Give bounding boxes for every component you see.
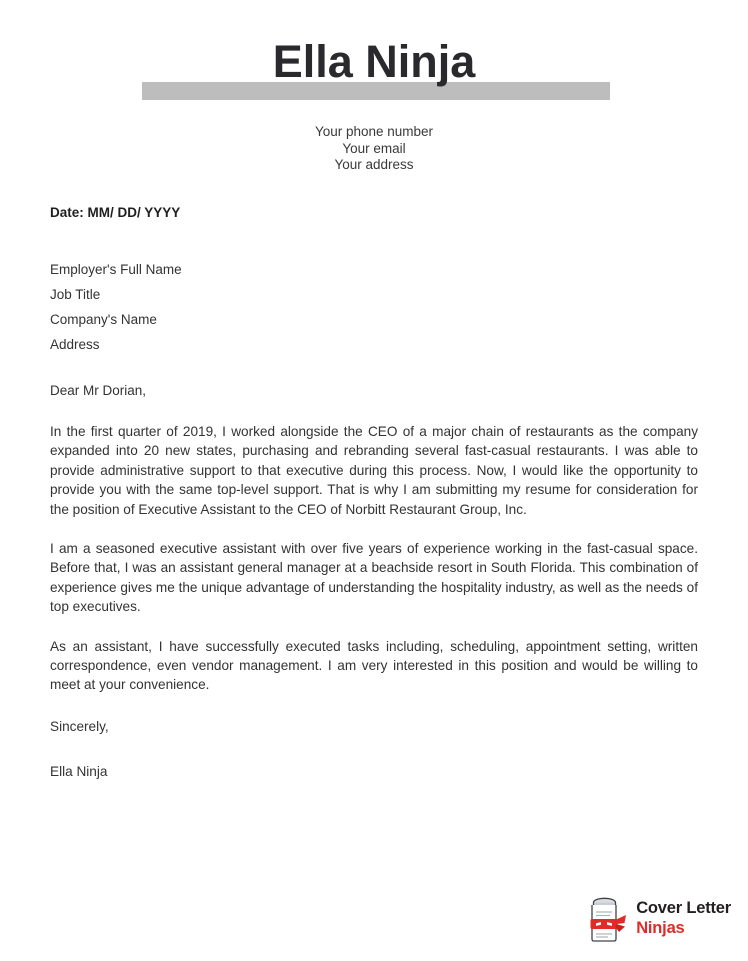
brand-text (636, 900, 731, 936)
date-line: Date: MM/ DD/ YYYY (50, 205, 181, 220)
recipient-name: Employer's Full Name (50, 262, 182, 277)
recipient-job-title: Job Title (50, 287, 101, 302)
brand-line-cover-letter: Cover Letter (636, 899, 731, 917)
letter-header (0, 0, 748, 174)
recipient-company: Company's Name (50, 312, 157, 327)
body-paragraph-2: I am a seasoned executive assistant with over five years of experience working in the fast-casual space. Before that, I was an assistant general manager at a beachside resort in South Florida. This combination of experience gives me the unique advantage of understanding the hospitality industry, as well as the needs of top executives. (50, 541, 698, 615)
contact-email: Your email (342, 140, 406, 156)
salutation: Dear Mr Dorian, (50, 383, 147, 398)
body-paragraph-1: In the first quarter of 2019, I worked alongside the CEO of a major chain of restaurants as the company expanded into 20 new states, purchasing and rebranding several fast-casual restaurants. I was able to provide administrative support to that executive during this process. Now, I would like the opportunity to provide you with the same top-level support. That is why I am submitting my resume for consideration for the position of Executive Assistant to the CEO of Norbitt Restaurant Group, Inc. (50, 424, 698, 517)
closing-line: Sincerely, (50, 718, 109, 734)
contact-phone: Your phone number (314, 124, 434, 139)
letter-body (50, 204, 698, 782)
brand-logo (581, 893, 731, 943)
contact-block (0, 124, 748, 174)
name-block (0, 36, 748, 102)
recipient-block (50, 257, 698, 357)
contact-address: Your address (334, 157, 414, 172)
brand-line-ninjas: Ninjas (636, 918, 685, 937)
signature-name: Ella Ninja (50, 764, 108, 780)
body-paragraph-3: As an assistant, I have successfully executed tasks including, scheduling, appointment setting, written correspondence, even vendor management. I am very interested in this position and would be willing to meet at your convenience. (50, 638, 698, 693)
ninja-document-icon (581, 893, 627, 943)
page-title: Ella Ninja (272, 36, 476, 87)
recipient-address: Address (50, 337, 100, 352)
